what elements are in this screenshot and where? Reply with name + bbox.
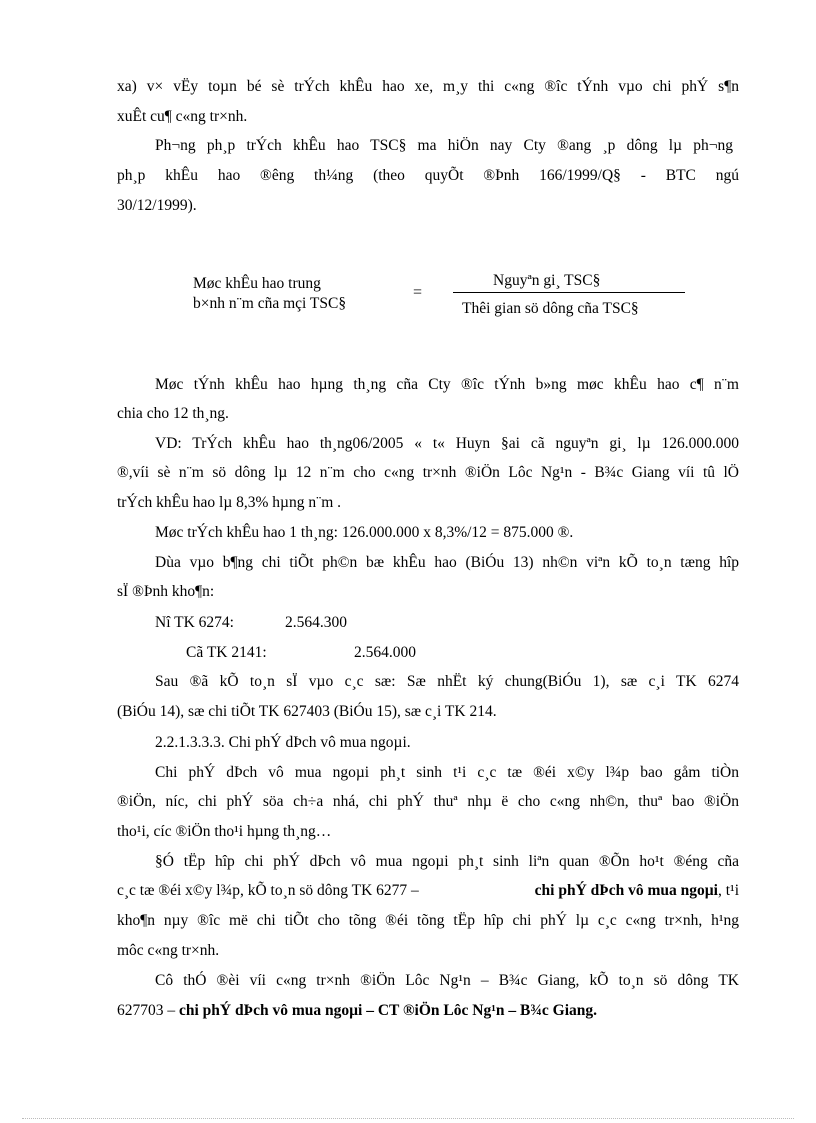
journal-credit-label: Cã TK 2141: <box>186 644 267 661</box>
paragraph-line: Møc tÝnh khÊu hao hµng th¸ng cña Cty ®îc tÝnh b»ng møc khÊu hao c¶ n¨m <box>155 376 739 393</box>
formula-left-side <box>193 274 346 314</box>
paragraph-line: ph¸p khÊu hao ®êng th¼ng (theo quyÕt ®Þnh 166/1999/Q§ - BTC ngú <box>117 167 739 184</box>
text-run <box>535 881 739 901</box>
paragraph-line: Dùa vµo b¶ng chi tiÕt ph©n bæ khÊu hao (BiÓu 13) nh©n viªn kÕ to¸n tæng hîp <box>155 554 739 571</box>
paragraph-line: xuÊt cu¶ c«ng tr×nh. <box>117 108 248 125</box>
paragraph-line: trÝch khÊu hao lµ 8,3% hµng n¨m . <box>117 494 342 511</box>
paragraph-line: tho¹i, cíc ®iÖn tho¹i hµng th¸ng… <box>117 823 332 840</box>
paragraph-line: 30/12/1999). <box>117 197 197 214</box>
journal-debit-label: Nî TK 6274: <box>155 614 234 631</box>
paragraph-line: VD: TrÝch khÊu hao th¸ng06/2005 « t« Huyn §ai cã nguyªn gi¸ lµ 126.000.000 <box>155 435 739 452</box>
paragraph-line <box>117 881 739 901</box>
paragraph-line: sÏ ®Þnh kho¶n: <box>117 583 215 600</box>
paragraph-line: §Ó tËp hîp chi phÝ dÞch vô mua ngoµi ph¸t sinh liªn quan ®Õn ho¹t ®éng cña <box>155 853 739 870</box>
paragraph-line: Cô thÓ ®èi víi c«ng tr×nh ®iÖn Lôc Ng¹n – B¾c Giang, kÕ to¸n sö dông TK <box>155 972 739 989</box>
fraction-bar <box>453 292 685 293</box>
formula-numerator: Nguyªn gi¸ TSC§ <box>493 272 601 289</box>
paragraph-line: ®iÖn, níc, chi phÝ söa ch÷a nhá, chi phÝ thuª nhµ ë cho c«ng nh©n, thuª bao ®iÖn <box>117 793 739 810</box>
formula-left-line: b×nh n¨m cña mçi TSC§ <box>193 295 347 312</box>
formula-left-line: Møc khÊu hao trung <box>193 275 321 292</box>
bold-term: chi phÝ dÞch vô mua ngoµi – CT ®iÖn Lôc Ng¹n – B¾c Giang. <box>179 1002 598 1019</box>
journal-credit-amount: 2.564.000 <box>354 644 416 661</box>
journal-debit-amount: 2.564.300 <box>285 614 347 631</box>
page-bottom-divider <box>22 1118 794 1119</box>
bold-term: chi phÝ dÞch vô mua ngoµi <box>534 882 718 899</box>
text-run: , t¹i <box>717 882 739 899</box>
paragraph-line <box>117 1001 597 1021</box>
text-run: c¸c tæ ®éi x©y l¾p, kÕ to¸n sö dông TK 6277 – <box>117 882 419 899</box>
section-heading: 2.2.1.3.3.3. Chi phÝ dÞch vô mua ngoµi. <box>155 734 411 751</box>
paragraph-line: ®,víi sè n¨m sö dông lµ 12 n¨m cho c«ng tr×nh ®iÖn Lôc Ng¹n - B¾c Giang víi tû lÖ <box>117 464 739 481</box>
paragraph-line: Chi phÝ dÞch vô mua ngoµi ph¸t sinh t¹i c¸c tæ ®éi x©y l¾p bao gåm tiÒn <box>155 764 739 781</box>
paragraph-line: môc c«ng tr×nh. <box>117 942 220 959</box>
text-run: 627703 – <box>117 1002 176 1019</box>
paragraph-line: Sau ®ã kÕ to¸n sÏ vµo c¸c sæ: Sæ nhËt ký chung(BiÓu 1), sæ c¸i TK 6274 <box>155 673 739 690</box>
paragraph-line: (BiÓu 14), sæ chi tiÕt TK 627403 (BiÓu 15), sæ c¸i TK 214. <box>117 703 497 720</box>
paragraph-line: Møc trÝch khÊu hao 1 th¸ng: 126.000.000 x 8,3%/12 = 875.000 ®. <box>155 524 574 541</box>
paragraph-line: Ph¬ng ph¸p trÝch khÊu hao TSC§ ma hiÖn nay Cty ®ang ¸p dông lµ ph¬ng <box>155 137 733 154</box>
paragraph-line: chia cho 12 th¸ng. <box>117 405 229 422</box>
paragraph-line: kho¶n nµy ®îc më chi tiÕt cho tõng ®éi tõng tËp hîp chi phÝ lµ c¸c c«ng tr×nh, h¹ng <box>117 912 739 929</box>
formula-denominator: Thêi gian sö dông cña TSC§ <box>462 300 639 317</box>
formula-equals-sign: = <box>413 284 423 301</box>
paragraph-line: xa) v× vËy toµn bé sè trÝch khÊu hao xe, m¸y thi c«ng ®îc tÝnh vµo chi phÝ s¶n <box>117 78 739 95</box>
